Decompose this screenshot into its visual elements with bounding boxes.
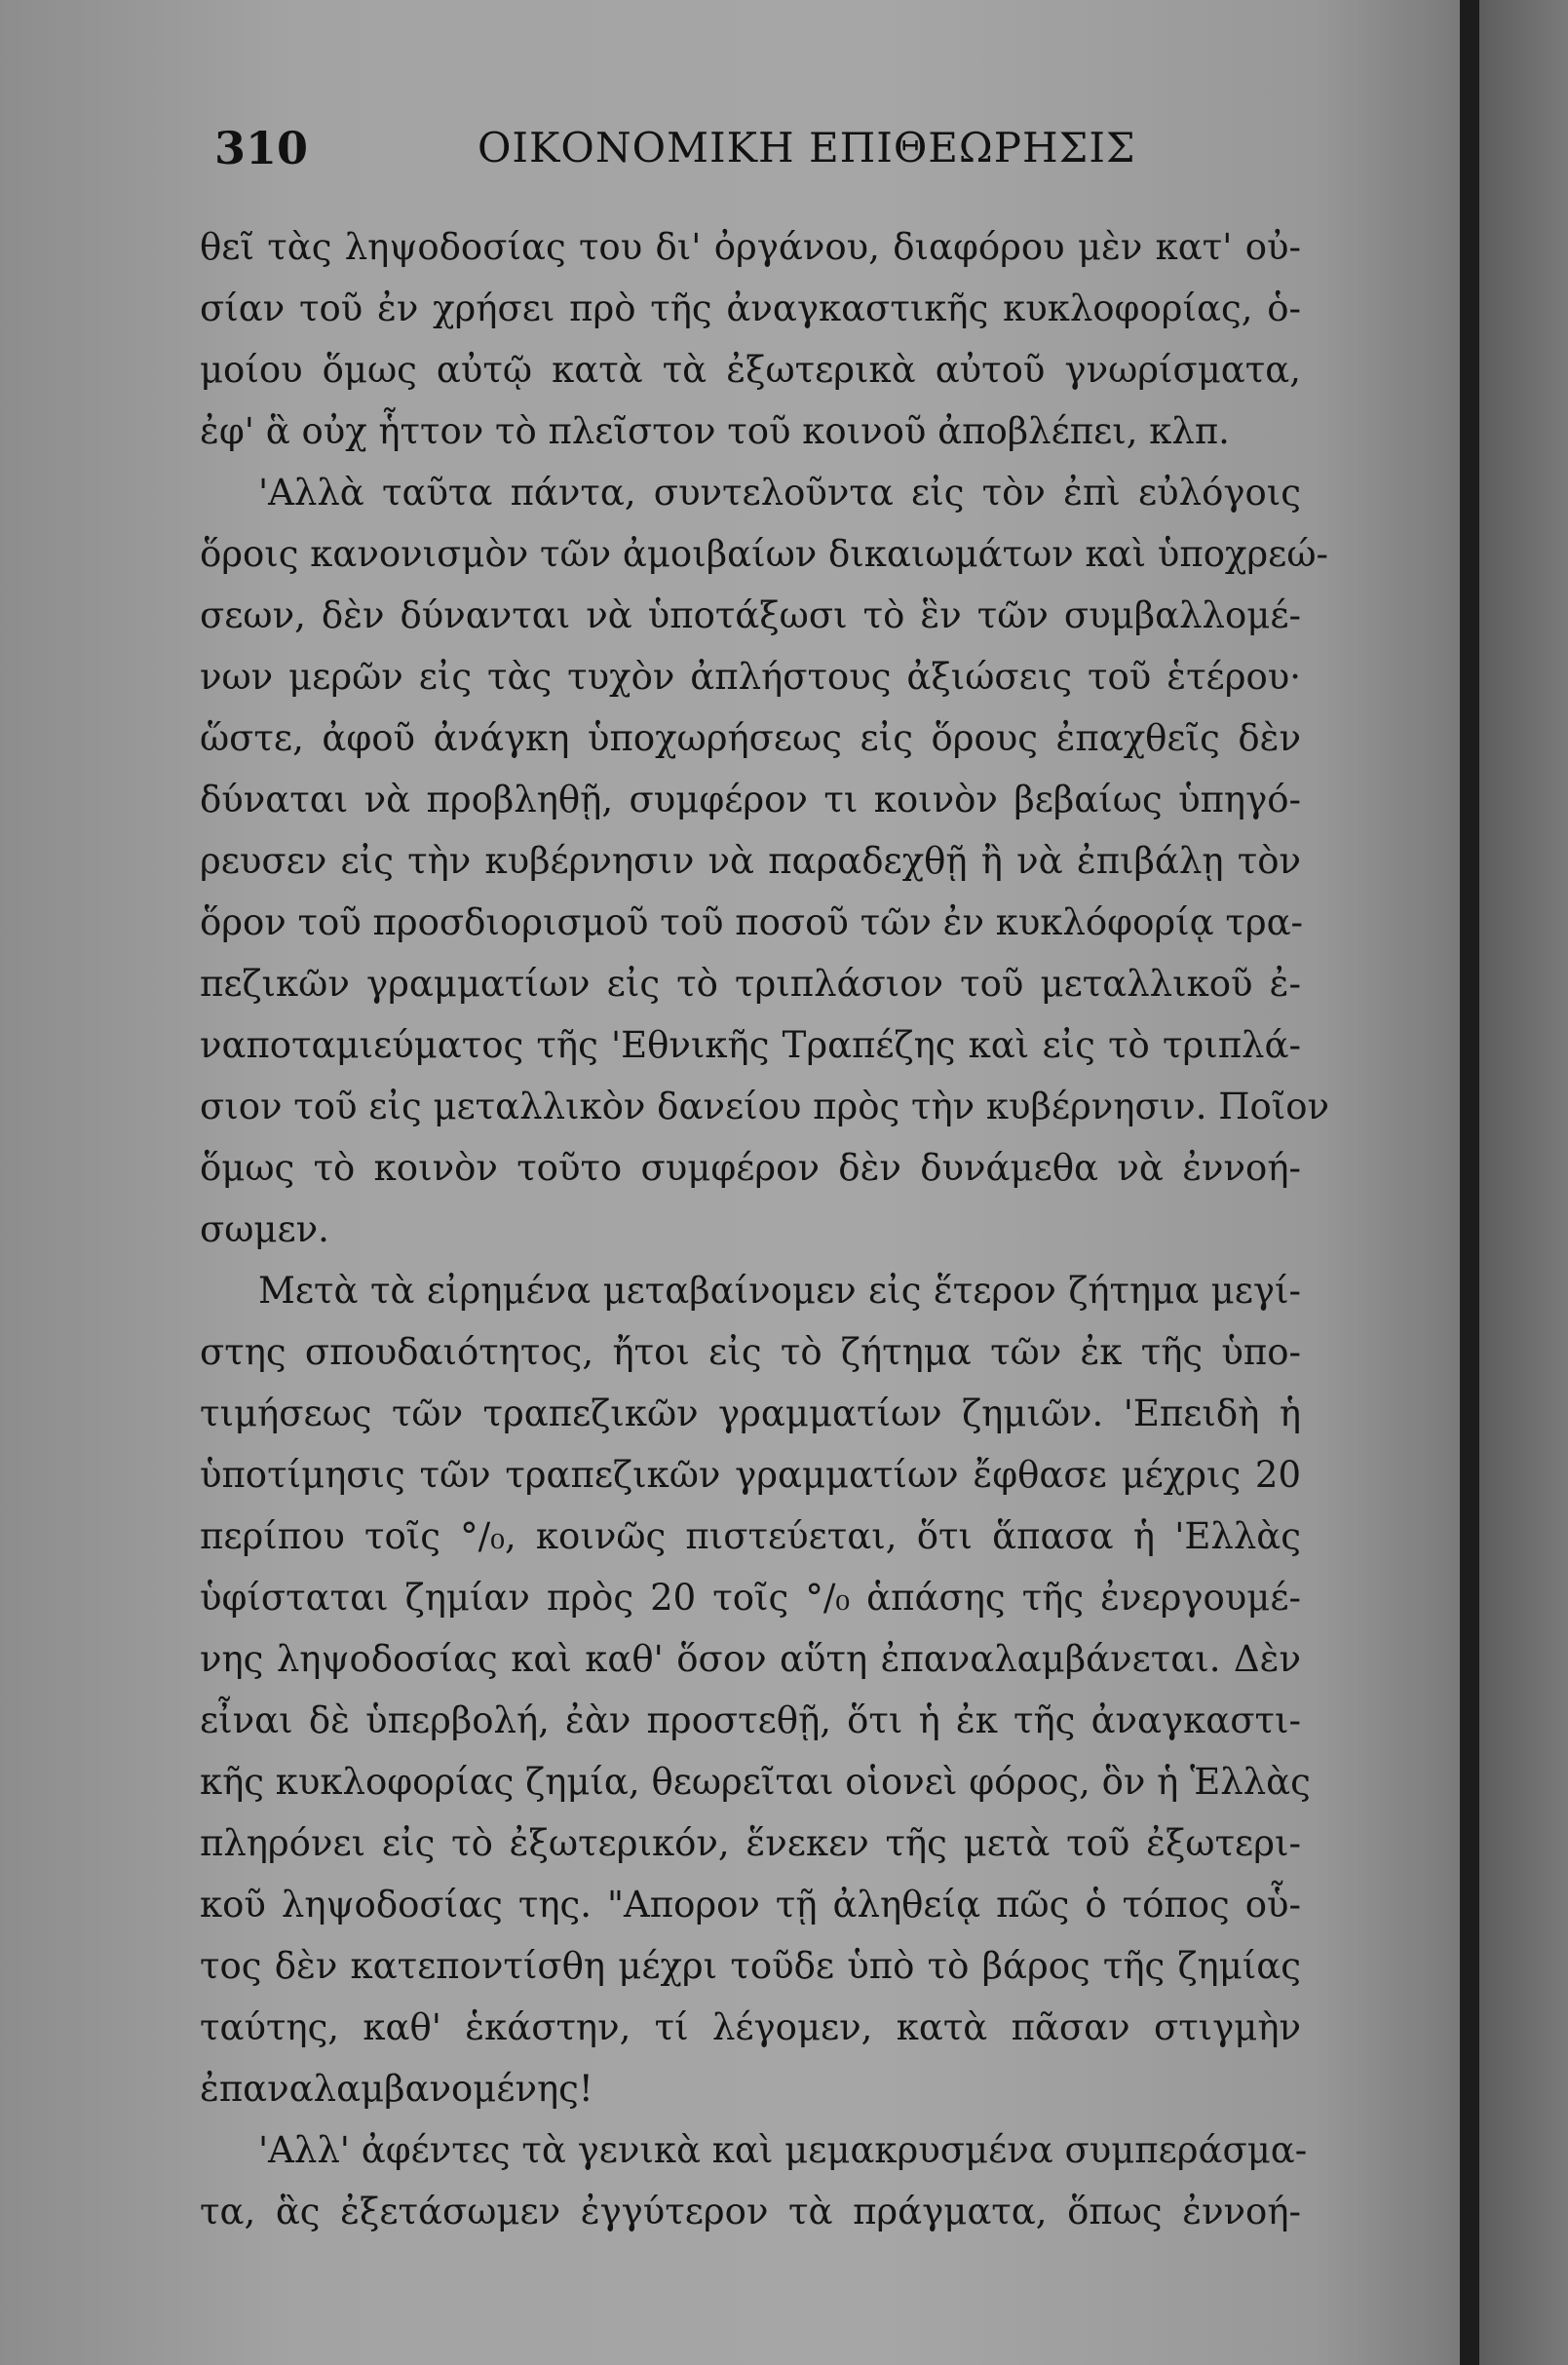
text-line: πληρόνει εἰς τὸ ἐξωτερικόν, ἕνεκεν τῆς μετὰ τοῦ ἐξωτερι- (200, 1822, 1301, 1864)
text-line: Μετὰ τὰ εἰρημένα μεταβαίνομεν εἰς ἕτερον ζήτημα μεγί- (258, 1270, 1301, 1312)
text-line: δύναται νὰ προβληθῇ, συμφέρον τι κοινὸν βεβαίως ὑπηγό- (200, 779, 1301, 820)
adjacent-page-edge (1479, 0, 1568, 2365)
text-line: ρευσεν εἰς τὴν κυβέρνησιν νὰ παραδεχθῇ ἢ νὰ ἐπιβάλῃ τὸν (200, 840, 1301, 882)
text-line: τα, ἃς ἐξετάσωμεν ἐγγύτερον τὰ πράγματα, ὅπως ἐννοή- (200, 2191, 1301, 2232)
text-line: ὅροις κανονισμὸν τῶν ἀμοιβαίων δικαιωμάτων καὶ ὑποχρεώ- (200, 533, 1329, 575)
text-line: θεῖ τὰς ληψοδοσίας του δι' ὀργάνου, διαφόρου μὲν κατ' οὐ- (200, 226, 1301, 268)
text-line: ἐπαναλαμβανομένης! (200, 2068, 593, 2110)
text-line: εἶναι δὲ ὑπερβολή, ἐὰν προστεθῇ, ὅτι ἡ ἐκ τῆς ἀναγκαστι- (200, 1699, 1301, 1741)
text-line: τος δὲν κατεποντίσθη μέχρι τοῦδε ὑπὸ τὸ βάρος τῆς ζημίας (200, 1945, 1301, 1987)
text-line: κῆς κυκλοφορίας ζημία, θεωρεῖται οἱονεὶ φόρος, ὃν ἡ Ἑλλὰς (200, 1761, 1311, 1803)
body-text (200, 216, 1330, 2242)
text-line: σίαν τοῦ ἐν χρήσει πρὸ τῆς ἀναγκαστικῆς κυκλοφορίας, ὁ- (200, 287, 1301, 329)
text-line: ἐφ' ἃ οὐχ ἧττον τὸ πλεῖστον τοῦ κοινοῦ ἀποβλέπει, κλπ. (200, 410, 1230, 452)
page-header (214, 122, 1316, 190)
text-line: ὑποτίμησις τῶν τραπεζικῶν γραμματίων ἔφθασε μέχρις 20 (200, 1454, 1301, 1496)
text-line: σεων, δὲν δύνανται νὰ ὑποτάξωσι τὸ ἓν τῶν συμβαλλομέ- (200, 594, 1301, 636)
text-line: νης ληψοδοσίας καὶ καθ' ὅσον αὕτη ἐπαναλαμβάνεται. Δὲν (200, 1638, 1301, 1680)
text-line: ὅμως τὸ κοινὸν τοῦτο συμφέρον δὲν δυνάμεθα νὰ ἐννοή- (200, 1147, 1301, 1189)
text-line: σιον τοῦ εἰς μεταλλικὸν δανείου πρὸς τὴν κυβέρνησιν. Ποῖον (200, 1086, 1330, 1127)
text-line: νων μερῶν εἰς τὰς τυχὸν ἀπλήστους ἀξιώσεις τοῦ ἑτέρου· (200, 656, 1301, 698)
page-gutter-shadow (1460, 0, 1479, 2365)
text-line: ναποταμιεύματος τῆς 'Εθνικῆς Τραπέζης καὶ εἰς τὸ τριπλά- (200, 1024, 1301, 1066)
text-line: ὅρον τοῦ προσδιορισμοῦ τοῦ ποσοῦ τῶν ἐν κυκλόφορίᾳ τρα- (200, 901, 1304, 943)
text-line: τιμήσεως τῶν τραπεζικῶν γραμματίων ζημιῶν. 'Επειδὴ ἡ (200, 1392, 1301, 1434)
text-line: κοῦ ληψοδοσίας της. "Απορον τῇ ἀληθείᾳ πῶς ὁ τόπος οὗ- (200, 1884, 1301, 1926)
text-line: στης σπουδαιότητος, ἤτοι εἰς τὸ ζήτημα τῶν ἐκ τῆς ὑπο- (200, 1331, 1301, 1373)
text-line: περίπου τοῖς °/₀, κοινῶς πιστεύεται, ὅτι ἅπασα ἡ 'Ελλὰς (200, 1515, 1301, 1557)
text-line: μοίου ὅμως αὐτῷ κατὰ τὰ ἐξωτερικὰ αὐτοῦ γνωρίσματα, (200, 349, 1301, 391)
text-line: ὑφίσταται ζημίαν πρὸς 20 τοῖς °/₀ ἁπάσης τῆς ἐνεργουμέ- (200, 1577, 1301, 1619)
text-line: 'Αλλ' ἀφέντες τὰ γενικὰ καὶ μεμακρυσμένα συμπεράσμα- (258, 2129, 1308, 2171)
text-line: 'Αλλὰ ταῦτα πάντα, συντελοῦντα εἰς τὸν ἐπὶ εὐλόγοις (258, 472, 1301, 514)
text-line: ὥστε, ἀφοῦ ἀνάγκη ὑποχωρήσεως εἰς ὅρους ἐπαχθεῖς δὲν (200, 717, 1301, 759)
text-line: σωμεν. (200, 1208, 329, 1250)
text-line: ταύτης, καθ' ἑκάστην, τί λέγομεν, κατὰ πᾶσαν στιγμὴν (200, 2006, 1301, 2048)
text-line: πεζικῶν γραμματίων εἰς τὸ τριπλάσιον τοῦ μεταλλικοῦ ἐ- (200, 963, 1301, 1005)
page-number: 310 (214, 122, 309, 174)
running-title: ΟΙΚΟΝΟΜΙΚΗ ΕΠΙΘΕΩΡΗΣΙΣ (478, 124, 1136, 172)
